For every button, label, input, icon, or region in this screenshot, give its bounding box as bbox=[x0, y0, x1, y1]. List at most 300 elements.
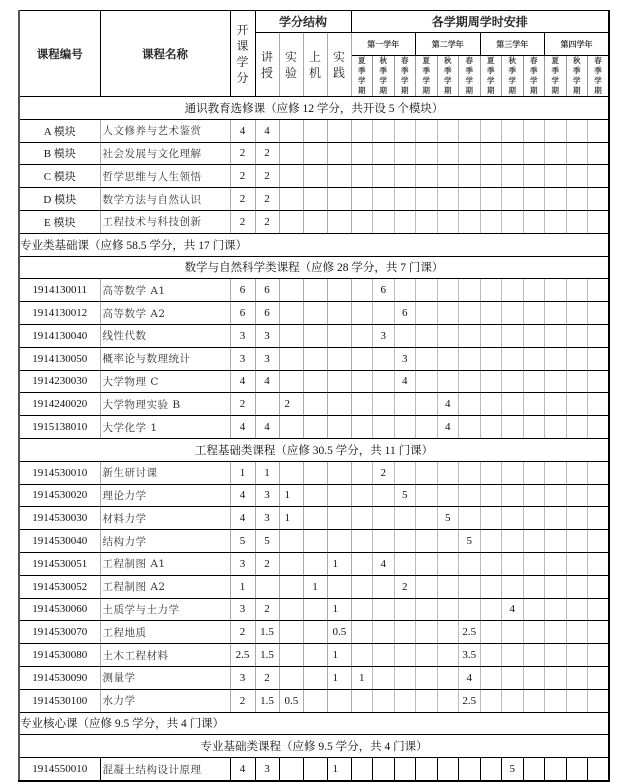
course-credits: 1 bbox=[230, 461, 255, 484]
header-season-label: 秋季学期 bbox=[508, 56, 517, 95]
semester-hours-cell bbox=[394, 165, 416, 188]
semester-hours-cell bbox=[351, 552, 373, 575]
course-row bbox=[19, 324, 609, 347]
semester-hours-cell bbox=[437, 530, 459, 553]
semester-hours-cell bbox=[545, 119, 567, 142]
course-name: 测量学 bbox=[100, 666, 230, 689]
semester-hours-cell bbox=[480, 507, 502, 530]
section-header-row bbox=[19, 256, 609, 279]
semester-hours-cell bbox=[480, 461, 502, 484]
course-name: 工程地质 bbox=[100, 621, 230, 644]
semester-hours-cell bbox=[351, 461, 373, 484]
semester-hours-cell bbox=[351, 188, 373, 211]
course-code: 1915138010 bbox=[19, 416, 100, 439]
semester-hours-cell bbox=[480, 119, 502, 142]
semester-hours-cell bbox=[394, 324, 416, 347]
course-name: 线性代数 bbox=[100, 324, 230, 347]
semester-hours-cell bbox=[523, 461, 545, 484]
semester-hours-cell bbox=[373, 119, 395, 142]
course-row bbox=[19, 210, 609, 233]
semester-hours-cell bbox=[437, 302, 459, 325]
semester-hours-cell bbox=[480, 393, 502, 416]
header-practice bbox=[327, 33, 351, 97]
semester-hours-cell: 4 bbox=[502, 598, 524, 621]
semester-hours-cell bbox=[545, 142, 567, 165]
semester-hours-cell bbox=[394, 758, 416, 781]
credit-practice bbox=[327, 575, 351, 598]
course-name: 社会发展与文化理解 bbox=[100, 142, 230, 165]
semester-hours-cell bbox=[588, 279, 610, 302]
credit-practice: 1 bbox=[327, 666, 351, 689]
semester-hours-cell bbox=[566, 210, 588, 233]
course-row bbox=[19, 552, 609, 575]
semester-hours-cell bbox=[545, 552, 567, 575]
header-season-y1-spring bbox=[394, 56, 416, 97]
course-name: 理论力学 bbox=[100, 484, 230, 507]
course-credits: 2 bbox=[230, 393, 255, 416]
header-season-label: 春季学期 bbox=[594, 56, 602, 95]
semester-hours-cell bbox=[566, 370, 588, 393]
header-course-code: 课程编号 bbox=[19, 11, 100, 97]
course-row bbox=[19, 621, 609, 644]
semester-hours-cell bbox=[394, 188, 416, 211]
semester-hours-cell bbox=[351, 324, 373, 347]
semester-hours-cell bbox=[566, 461, 588, 484]
semester-hours-cell bbox=[416, 689, 438, 712]
course-row bbox=[19, 575, 609, 598]
course-code: 1914530040 bbox=[19, 530, 100, 553]
semester-hours-cell bbox=[545, 758, 567, 781]
credit-practice bbox=[327, 689, 351, 712]
header-year-3: 第三学年 bbox=[480, 33, 545, 56]
course-name: 土木工程材料 bbox=[100, 644, 230, 667]
semester-hours-cell bbox=[545, 347, 567, 370]
semester-hours-cell bbox=[566, 575, 588, 598]
course-row bbox=[19, 119, 609, 142]
credit-lab: 2 bbox=[279, 393, 303, 416]
course-row bbox=[19, 644, 609, 667]
semester-hours-cell bbox=[437, 279, 459, 302]
header-season-y3-spring bbox=[523, 56, 545, 97]
semester-hours-cell bbox=[545, 370, 567, 393]
semester-hours-cell bbox=[545, 279, 567, 302]
credit-lab: 1 bbox=[279, 507, 303, 530]
semester-hours-cell bbox=[480, 666, 502, 689]
course-row bbox=[19, 758, 609, 781]
course-code: C 模块 bbox=[19, 165, 100, 188]
semester-hours-cell bbox=[351, 210, 373, 233]
semester-hours-cell bbox=[394, 644, 416, 667]
credit-practice bbox=[327, 530, 351, 553]
semester-hours-cell bbox=[480, 165, 502, 188]
semester-hours-cell bbox=[566, 484, 588, 507]
semester-hours-cell bbox=[523, 530, 545, 553]
semester-hours-cell bbox=[588, 484, 610, 507]
semester-hours-cell bbox=[416, 552, 438, 575]
credit-lecture: 2 bbox=[255, 598, 279, 621]
header-season-label: 春季学期 bbox=[465, 56, 474, 95]
semester-hours-cell bbox=[459, 758, 481, 781]
semester-hours-cell bbox=[351, 142, 373, 165]
course-credits: 3 bbox=[230, 347, 255, 370]
section-header-row bbox=[19, 735, 609, 758]
semester-hours-cell bbox=[437, 188, 459, 211]
course-code: 1914530052 bbox=[19, 575, 100, 598]
semester-hours-cell bbox=[437, 370, 459, 393]
course-row bbox=[19, 461, 609, 484]
semester-hours-cell bbox=[588, 142, 610, 165]
semester-hours-cell bbox=[502, 210, 524, 233]
semester-hours-cell bbox=[545, 188, 567, 211]
semester-hours-cell bbox=[545, 302, 567, 325]
course-credits: 3 bbox=[230, 666, 255, 689]
semester-hours-cell bbox=[351, 598, 373, 621]
semester-hours-cell bbox=[416, 507, 438, 530]
course-row bbox=[19, 416, 609, 439]
semester-hours-cell bbox=[480, 644, 502, 667]
credit-practice bbox=[327, 165, 351, 188]
semester-hours-cell bbox=[545, 666, 567, 689]
semester-hours-cell bbox=[373, 188, 395, 211]
course-name: 结构力学 bbox=[100, 530, 230, 553]
semester-hours-cell bbox=[459, 370, 481, 393]
semester-hours-cell bbox=[480, 416, 502, 439]
credit-lab bbox=[279, 142, 303, 165]
semester-hours-cell bbox=[545, 393, 567, 416]
semester-hours-cell bbox=[394, 210, 416, 233]
semester-hours-cell bbox=[502, 552, 524, 575]
semester-hours-cell bbox=[588, 689, 610, 712]
semester-hours-cell bbox=[459, 484, 481, 507]
course-code: B 模块 bbox=[19, 142, 100, 165]
course-row bbox=[19, 370, 609, 393]
course-credits: 2 bbox=[230, 142, 255, 165]
semester-hours-cell bbox=[502, 347, 524, 370]
semester-hours-cell bbox=[480, 758, 502, 781]
header-weekly-schedule: 各学期周学时安排 bbox=[351, 11, 609, 33]
semester-hours-cell bbox=[588, 758, 610, 781]
semester-hours-cell bbox=[502, 461, 524, 484]
semester-hours-cell bbox=[373, 689, 395, 712]
semester-hours-cell bbox=[351, 644, 373, 667]
semester-hours-cell bbox=[373, 666, 395, 689]
course-credits: 6 bbox=[230, 302, 255, 325]
credit-computer bbox=[303, 347, 327, 370]
semester-hours-cell bbox=[545, 507, 567, 530]
semester-hours-cell bbox=[545, 621, 567, 644]
semester-hours-cell bbox=[416, 302, 438, 325]
semester-hours-cell bbox=[566, 644, 588, 667]
semester-hours-cell bbox=[394, 598, 416, 621]
semester-hours-cell bbox=[502, 416, 524, 439]
semester-hours-cell bbox=[416, 279, 438, 302]
semester-hours-cell bbox=[416, 347, 438, 370]
semester-hours-cell bbox=[480, 621, 502, 644]
credit-computer bbox=[303, 461, 327, 484]
semester-hours-cell bbox=[373, 644, 395, 667]
credit-computer bbox=[303, 370, 327, 393]
course-code: D 模块 bbox=[19, 188, 100, 211]
credit-practice bbox=[327, 302, 351, 325]
semester-hours-cell bbox=[459, 165, 481, 188]
credit-lecture: 4 bbox=[255, 370, 279, 393]
header-computer bbox=[303, 33, 327, 97]
course-credits: 1 bbox=[230, 575, 255, 598]
semester-hours-cell bbox=[502, 393, 524, 416]
course-code: 1914530030 bbox=[19, 507, 100, 530]
semester-hours-cell bbox=[480, 210, 502, 233]
credit-computer bbox=[303, 644, 327, 667]
semester-hours-cell bbox=[523, 142, 545, 165]
semester-hours-cell bbox=[416, 621, 438, 644]
semester-hours-cell bbox=[394, 279, 416, 302]
course-credits: 4 bbox=[230, 119, 255, 142]
semester-hours-cell bbox=[373, 530, 395, 553]
credit-practice: 1 bbox=[327, 552, 351, 575]
credit-lab bbox=[279, 347, 303, 370]
credit-computer bbox=[303, 142, 327, 165]
semester-hours-cell bbox=[416, 142, 438, 165]
semester-hours-cell bbox=[351, 530, 373, 553]
credit-lab bbox=[279, 302, 303, 325]
semester-hours-cell bbox=[502, 666, 524, 689]
course-code: 1914530020 bbox=[19, 484, 100, 507]
credit-lecture: 2 bbox=[255, 165, 279, 188]
credit-computer bbox=[303, 552, 327, 575]
credit-computer bbox=[303, 416, 327, 439]
semester-hours-cell bbox=[523, 119, 545, 142]
course-code: 1914130011 bbox=[19, 279, 100, 302]
header-season-label: 夏季学期 bbox=[487, 56, 495, 95]
course-code: 1914550010 bbox=[19, 758, 100, 781]
credit-lecture: 3 bbox=[255, 324, 279, 347]
course-credits: 3 bbox=[230, 324, 255, 347]
semester-hours-cell bbox=[351, 621, 373, 644]
semester-hours-cell bbox=[545, 165, 567, 188]
course-code: 1914530100 bbox=[19, 689, 100, 712]
course-code: 1914230030 bbox=[19, 370, 100, 393]
credit-computer bbox=[303, 621, 327, 644]
semester-hours-cell bbox=[523, 324, 545, 347]
semester-hours-cell bbox=[394, 416, 416, 439]
header-credits bbox=[230, 11, 255, 97]
course-name: 新生研讨课 bbox=[100, 461, 230, 484]
credit-practice bbox=[327, 188, 351, 211]
course-row bbox=[19, 393, 609, 416]
semester-hours-cell bbox=[416, 598, 438, 621]
course-code: 1914530070 bbox=[19, 621, 100, 644]
credit-lecture bbox=[255, 393, 279, 416]
semester-hours-cell bbox=[416, 210, 438, 233]
semester-hours-cell bbox=[502, 142, 524, 165]
credit-lab bbox=[279, 575, 303, 598]
course-row bbox=[19, 347, 609, 370]
credit-lab: 1 bbox=[279, 484, 303, 507]
semester-hours-cell bbox=[502, 575, 524, 598]
header-season-y4-spring bbox=[588, 56, 610, 97]
category-title: 专业类基础课（应修 58.5 学分，共 17 门课） bbox=[19, 233, 609, 256]
course-row bbox=[19, 484, 609, 507]
semester-hours-cell bbox=[545, 598, 567, 621]
semester-hours-cell bbox=[588, 507, 610, 530]
credit-computer bbox=[303, 324, 327, 347]
semester-hours-cell: 4 bbox=[437, 416, 459, 439]
header-year-2: 第二学年 bbox=[416, 33, 481, 56]
course-row bbox=[19, 507, 609, 530]
category-title: 专业核心课（应修 9.5 学分，共 4 门课） bbox=[19, 712, 609, 735]
semester-hours-cell bbox=[480, 188, 502, 211]
semester-hours-cell bbox=[459, 575, 481, 598]
credit-lab bbox=[279, 416, 303, 439]
semester-hours-cell bbox=[373, 210, 395, 233]
category-header-row bbox=[19, 712, 609, 735]
header-season-label: 夏季学期 bbox=[358, 56, 366, 95]
semester-hours-cell bbox=[437, 621, 459, 644]
semester-hours-cell bbox=[480, 530, 502, 553]
semester-hours-cell bbox=[502, 507, 524, 530]
header-season-y4-autumn bbox=[566, 56, 588, 97]
credit-lab bbox=[279, 370, 303, 393]
header-season-label: 秋季学期 bbox=[573, 56, 581, 95]
semester-hours-cell bbox=[416, 393, 438, 416]
credit-lab bbox=[279, 461, 303, 484]
semester-hours-cell: 5 bbox=[437, 507, 459, 530]
semester-hours-cell bbox=[351, 165, 373, 188]
semester-hours-cell: 3 bbox=[373, 324, 395, 347]
semester-hours-cell bbox=[373, 575, 395, 598]
semester-hours-cell: 3 bbox=[394, 347, 416, 370]
semester-hours-cell bbox=[588, 666, 610, 689]
credit-lab bbox=[279, 188, 303, 211]
semester-hours-cell bbox=[373, 416, 395, 439]
credit-lecture: 2 bbox=[255, 210, 279, 233]
semester-hours-cell bbox=[373, 621, 395, 644]
course-code: E 模块 bbox=[19, 210, 100, 233]
credit-practice bbox=[327, 142, 351, 165]
semester-hours-cell bbox=[523, 393, 545, 416]
credit-lab bbox=[279, 324, 303, 347]
header-season-label: 夏季学期 bbox=[422, 56, 431, 95]
semester-hours-cell bbox=[523, 370, 545, 393]
semester-hours-cell bbox=[523, 347, 545, 370]
header-season-label: 春季学期 bbox=[530, 56, 538, 95]
credit-practice: 1 bbox=[327, 598, 351, 621]
course-credits: 2.5 bbox=[230, 644, 255, 667]
header-season-y2-spring bbox=[459, 56, 481, 97]
header-season-label: 秋季学期 bbox=[444, 56, 452, 95]
semester-hours-cell bbox=[459, 302, 481, 325]
semester-hours-cell bbox=[545, 324, 567, 347]
semester-hours-cell: 1 bbox=[351, 666, 373, 689]
course-code: 1914130040 bbox=[19, 324, 100, 347]
semester-hours-cell bbox=[502, 324, 524, 347]
semester-hours-cell bbox=[437, 666, 459, 689]
semester-hours-cell bbox=[588, 210, 610, 233]
course-credits: 4 bbox=[230, 507, 255, 530]
semester-hours-cell bbox=[502, 165, 524, 188]
course-name: 水力学 bbox=[100, 689, 230, 712]
credit-lecture: 3 bbox=[255, 758, 279, 781]
semester-hours-cell bbox=[588, 552, 610, 575]
course-credits: 2 bbox=[230, 210, 255, 233]
semester-hours-cell bbox=[480, 279, 502, 302]
credit-lecture: 6 bbox=[255, 279, 279, 302]
semester-hours-cell bbox=[459, 279, 481, 302]
credit-practice: 0.5 bbox=[327, 621, 351, 644]
semester-hours-cell bbox=[459, 347, 481, 370]
credit-lecture: 2 bbox=[255, 142, 279, 165]
course-name: 大学物理 C bbox=[100, 370, 230, 393]
semester-hours-cell bbox=[394, 689, 416, 712]
semester-hours-cell bbox=[373, 484, 395, 507]
course-name: 土质学与土力学 bbox=[100, 598, 230, 621]
section-title: 工程基础类课程（应修 30.5 学分，共 11 门课） bbox=[19, 438, 609, 461]
credit-lab bbox=[279, 165, 303, 188]
section-header-row bbox=[19, 438, 609, 461]
category-header-row bbox=[19, 233, 609, 256]
semester-hours-cell bbox=[437, 324, 459, 347]
course-name: 数学方法与自然认识 bbox=[100, 188, 230, 211]
credit-lab bbox=[279, 666, 303, 689]
semester-hours-cell bbox=[588, 165, 610, 188]
section-header-row bbox=[19, 97, 609, 120]
course-row bbox=[19, 142, 609, 165]
semester-hours-cell bbox=[459, 461, 481, 484]
semester-hours-cell bbox=[566, 302, 588, 325]
credit-lab bbox=[279, 210, 303, 233]
semester-hours-cell bbox=[502, 119, 524, 142]
semester-hours-cell bbox=[394, 393, 416, 416]
semester-hours-cell bbox=[523, 644, 545, 667]
course-row bbox=[19, 530, 609, 553]
credit-lecture: 1 bbox=[255, 461, 279, 484]
header-season-y1-summer bbox=[351, 56, 373, 97]
course-name: 高等数学 A2 bbox=[100, 302, 230, 325]
credit-lecture: 1.5 bbox=[255, 689, 279, 712]
course-name: 哲学思维与人生领悟 bbox=[100, 165, 230, 188]
credit-practice bbox=[327, 484, 351, 507]
credit-computer bbox=[303, 279, 327, 302]
semester-hours-cell bbox=[588, 324, 610, 347]
credit-lab bbox=[279, 644, 303, 667]
header-season-y3-autumn bbox=[502, 56, 524, 97]
semester-hours-cell bbox=[566, 621, 588, 644]
semester-hours-cell bbox=[480, 484, 502, 507]
credit-computer bbox=[303, 530, 327, 553]
semester-hours-cell bbox=[566, 119, 588, 142]
credit-computer bbox=[303, 484, 327, 507]
semester-hours-cell bbox=[373, 165, 395, 188]
semester-hours-cell bbox=[351, 575, 373, 598]
semester-hours-cell bbox=[502, 689, 524, 712]
credit-practice: 1 bbox=[327, 644, 351, 667]
semester-hours-cell bbox=[480, 552, 502, 575]
semester-hours-cell bbox=[566, 507, 588, 530]
semester-hours-cell: 5 bbox=[502, 758, 524, 781]
semester-hours-cell bbox=[588, 644, 610, 667]
semester-hours-cell bbox=[373, 302, 395, 325]
semester-hours-cell: 4 bbox=[373, 552, 395, 575]
course-name: 大学化学 1 bbox=[100, 416, 230, 439]
semester-hours-cell bbox=[523, 484, 545, 507]
semester-hours-cell bbox=[588, 461, 610, 484]
semester-hours-cell bbox=[502, 621, 524, 644]
course-code: 1914130050 bbox=[19, 347, 100, 370]
section-title: 通识教育选修课（应修 12 学分，共开设 5 个模块） bbox=[19, 97, 609, 120]
course-row bbox=[19, 188, 609, 211]
course-row bbox=[19, 165, 609, 188]
semester-hours-cell bbox=[351, 302, 373, 325]
